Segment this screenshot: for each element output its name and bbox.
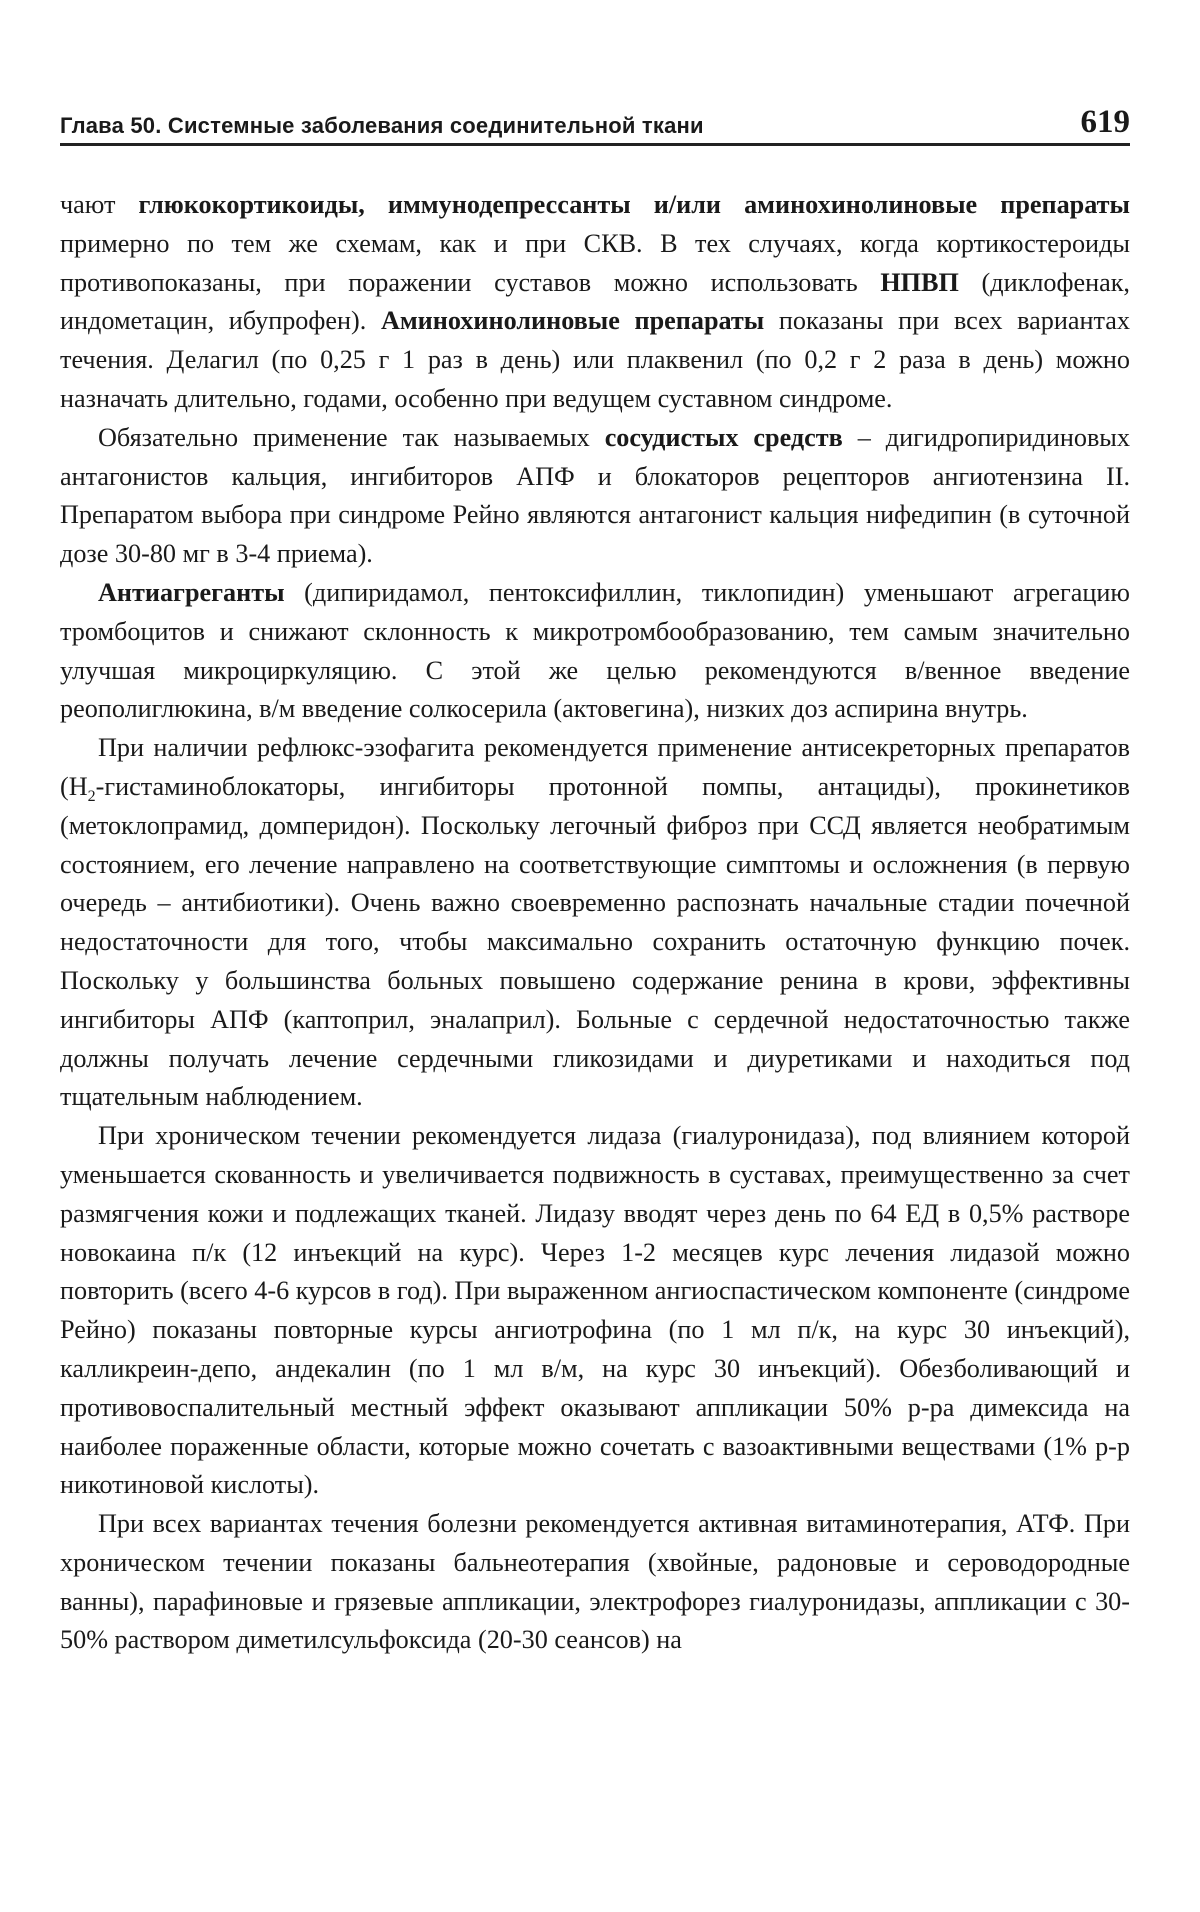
text-run: Обязательно применение так называемых	[98, 422, 605, 452]
text-run: При всех вариантах течения болезни рекомендуется активная витаминотерапия, АТФ. При хроническом течении показаны бальнеотерапия (хвойные, радоновые и сероводородные ванны), парафиновые и грязевые аппликации, электрофорез гиалуронидазы, аппликации с 30-50% раствором диметилсульфоксида (20-30 сеансов) на	[60, 1509, 1130, 1655]
paragraph	[60, 729, 1130, 1117]
paragraph	[60, 574, 1130, 729]
bold-term: Аминохинолиновые препараты	[380, 306, 765, 336]
paragraph	[60, 419, 1130, 574]
text-run: примерно по тем же схемам, как и при СКВ. В тех случаях, когда кортикостероиды противопоказаны, при поражении суставов можно использовать	[60, 228, 1130, 297]
text-run: показаны при всех вариантах течения. Делагил (по 0,25 г 1 раз в день) или плаквенил (по 0,2 г 2 раза в день) можно назначать длительно, годами, особенно при ведущем суставном синдроме.	[60, 306, 1130, 413]
running-header	[60, 95, 1130, 146]
bold-term: НПВП	[880, 267, 959, 297]
paragraph	[60, 1505, 1130, 1660]
text-run: (диклофенак, индометацин, ибупрофен).	[60, 267, 1130, 336]
text-run: При хроническом течении рекомендуется лидаза (гиалуронидаза), под влиянием которой уменьшается скованность и увеличивается подвижность в суставах, преимущественно за счет размягчения кожи и подлежащих тканей. Лидазу вводят через день по 64 ЕД в 0,5% растворе новокаина п/к (12 инъекций на курс). Через 1-2 месяцев курс лечения лидазой можно повторить (всего 4-6 курсов в год). При выраженном ангиоспастическом компоненте (синдроме Рейно) показаны повторные курсы ангиотрофина (по 1 мл п/к, на курс 30 инъекций), калликреин-депо, андекалин (по 1 мл в/м, на курс 30 инъекций). Обезболивающий и противовоспалительный местный эффект оказывают аппликации 50% р-ра димексида на наиболее пораженные области, которые можно сочетать с вазоактивными веществами (1% р-р никотиновой кислоты).	[60, 1121, 1130, 1500]
text-run: (дипиридамол, пентоксифиллин, тиклопидин) уменьшают агрегацию тромбоцитов и снижают склонность к микротромбообразованию, тем самым значительно улучшая микроциркуляцию. С этой же целью рекомендуются в/венное введение реополиглюкина, в/м введение солкосерила (актовегина), низких доз аспирина внутрь.	[60, 577, 1130, 724]
subscript: 2	[87, 788, 96, 806]
text-run: -гистаминоблокаторы, ингибиторы протонной помпы, антациды), прокинетиков (метоклопрамид, домперидон). Поскольку легочный фиброз при ССД является необратимым состоянием, его лечение направлено на соответствующие симптомы и осложнения (в первую очередь – антибиотики). Очень важно своевременно распознать начальные стадии почечной недостаточности для того, чтобы максимально сохранить остаточную функцию почек. Поскольку у большинства больных повышено содержание ренина в крови, эффективны ингибиторы АПФ (каптоприл, эналаприл). Больные с сердечной недостаточностью также должны получать лечение сердечными гликозидами и диуретиками и находиться под тщательным наблюдением.	[60, 771, 1130, 1112]
text-run: При наличии рефлюкс-эзофагита рекомендуется применение антисекреторных препаратов (Н	[60, 733, 1130, 801]
paragraph	[60, 186, 1130, 419]
text-run: – дигидропиридиновых антагонистов кальция, ингибиторов АПФ и блокаторов рецепторов ангиотензина II. Препаратом выбора при синдроме Рейно являются антагонист кальция нифедипин (в суточной дозе 30-80 мг в 3-4 приема).	[60, 422, 1130, 569]
bold-term: глюкокортикоиды, иммунодепрессанты и/или аминохинолиновые препараты	[138, 190, 1130, 219]
bold-term: Антиагреганты	[98, 577, 285, 607]
page-number: 619	[1080, 104, 1130, 140]
bold-term: сосудистых средств	[604, 422, 843, 452]
chapter-title: Глава 50. Системные заболевания соединительной ткани	[60, 113, 704, 138]
paragraph	[60, 1117, 1130, 1505]
body-text	[60, 186, 1130, 1660]
text-run: чают	[60, 190, 139, 219]
book-page	[60, 95, 1130, 1660]
